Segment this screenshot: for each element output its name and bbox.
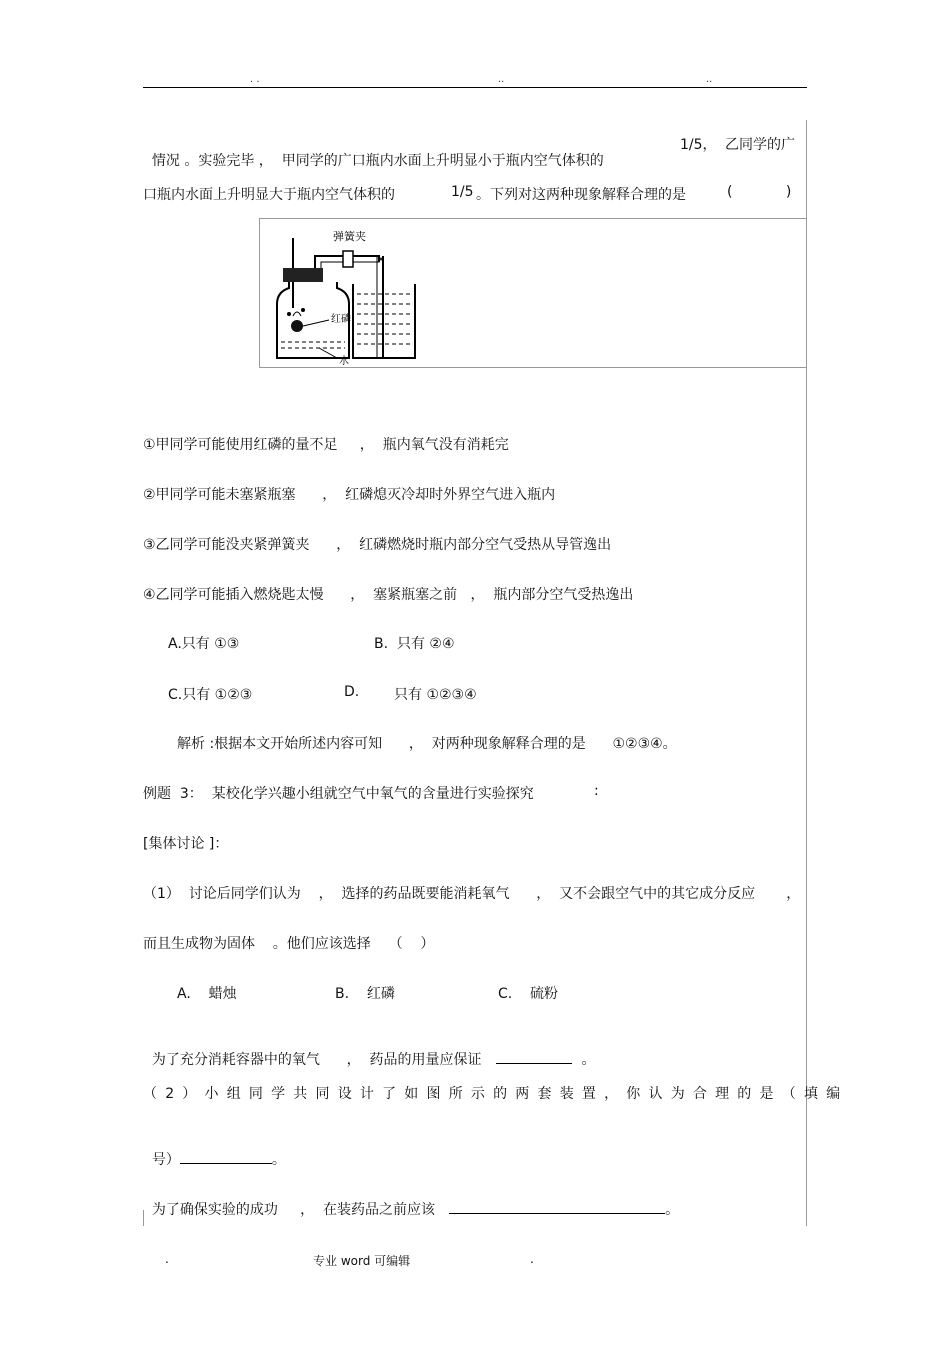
option-a: A.只有 ①③ xyxy=(168,636,240,652)
footer-right-dot: . xyxy=(530,1252,534,1266)
header-rule xyxy=(143,87,807,88)
header-dots-left: . . xyxy=(250,74,260,85)
spring-clip-icon xyxy=(343,251,353,267)
header-dots-center: .. xyxy=(498,74,505,85)
example3-title-colon: : xyxy=(594,783,599,799)
q1-line-2: 而且生成物为固体 。他们应该选择 （ ） xyxy=(143,936,435,952)
question-line-1-tail: 乙同学的广 xyxy=(725,137,795,153)
red-phosphorus-icon xyxy=(291,320,303,332)
question-line-1 xyxy=(143,134,604,170)
question-line-2-text: 口瓶内水面上升明显大于瓶内空气体积的 xyxy=(143,187,395,203)
q2-line-1: （2）小组同学共同设计了如图所示的两套装置，你认为合理的是（填编 xyxy=(143,1086,849,1102)
statement-3: ③乙同学可能没夹紧弹簧夹 ， 红磷燃烧时瓶内部分空气受热从导管逸出 xyxy=(143,537,612,553)
option-d-text: 只有 ①②③④ xyxy=(394,687,477,703)
choice-a: A. 蜡烛 xyxy=(177,986,237,1002)
q1-fill-suffix: 。 xyxy=(581,1052,596,1068)
option-c: C.只有 ①②③ xyxy=(168,687,253,703)
label-water: 水 xyxy=(339,356,349,367)
q3-suffix: 。 xyxy=(665,1202,680,1218)
question-line-1-text: 情况 。实验完毕 ， 甲同学的广口瓶内水面上升明显小于瓶内空气体积的 xyxy=(151,153,604,169)
apparatus-illustration xyxy=(259,218,807,368)
q3-line xyxy=(143,1183,679,1219)
footer-left-dot: . xyxy=(165,1252,169,1266)
q2-line-2 xyxy=(143,1133,286,1169)
analysis-text: 解析 :根据本文开始所述内容可知 ， 对两种现象解释合理的是 ①②③④。 xyxy=(177,736,677,752)
header-dots-right: .. xyxy=(706,74,713,85)
label-spring-clip: 弹簧夹 xyxy=(333,230,366,243)
group-discussion-heading: [集体讨论 ]： xyxy=(143,836,229,852)
label-red-phosphorus: 红磷 xyxy=(331,314,351,325)
box-right-border xyxy=(806,120,807,218)
question-line-1-fraction: 1/5， xyxy=(680,137,717,153)
option-d-label: D. xyxy=(344,684,360,700)
q2-answer-blank[interactable] xyxy=(180,1149,272,1164)
q2-line-2-suffix: 。 xyxy=(271,1152,286,1168)
q2-line-2-prefix: 号） xyxy=(151,1152,180,1168)
question-line-2-tail: 。下列对这两种现象解释合理的是 xyxy=(476,187,686,203)
q3-answer-blank[interactable] xyxy=(449,1199,665,1214)
statement-4: ④乙同学可能插入燃烧匙太慢 ， 塞紧瓶塞之前 ， 瓶内部分空气受热逸出 xyxy=(143,587,634,603)
q1-fill-prefix: 为了充分消耗容器中的氧气 ， 药品的用量应保证 xyxy=(151,1052,482,1068)
stopper-icon xyxy=(283,268,323,282)
answer-paren: ( ) xyxy=(727,184,792,200)
q3-prefix: 为了确保实验的成功 ， 在装药品之前应该 xyxy=(151,1202,436,1218)
example3-title: 例题 3： 某校化学兴趣小组就空气中氧气的含量进行实验探究 xyxy=(143,786,534,802)
statement-2: ②甲同学可能未塞紧瓶塞 ， 红磷熄灭冷却时外界空气进入瓶内 xyxy=(143,487,556,503)
option-b: B. 只有 ②④ xyxy=(374,636,455,652)
q1-answer-blank[interactable] xyxy=(496,1049,572,1064)
q1-line-1: （1） 讨论后同学们认为 ， 选择的药品既要能消耗氧气 ， 又不会跟空气中的其它成分反应 ， xyxy=(143,886,801,902)
apparatus-figure xyxy=(259,218,807,368)
footer-text: 专业 word 可编辑 xyxy=(313,1254,411,1268)
question-line-2-fraction: 1/5 xyxy=(451,184,474,200)
choice-c: C. 硫粉 xyxy=(498,986,559,1002)
q1-fill-line xyxy=(143,1033,596,1069)
choice-b: B. 红磷 xyxy=(335,986,395,1002)
statement-1: ①甲同学可能使用红磷的量不足 ， 瓶内氧气没有消耗完 xyxy=(143,437,509,453)
